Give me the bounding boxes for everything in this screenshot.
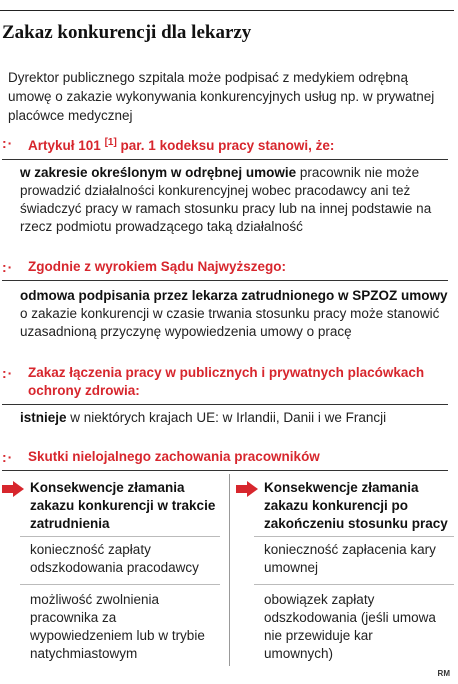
art101-label: Artykuł 101 <box>28 138 101 153</box>
section-heading-consequences <box>2 448 448 471</box>
left-item-2: możliwość zwolnienia pracownika za wypowiedzeniem lub w trybie natychmiastowym <box>30 592 205 661</box>
divider <box>20 584 220 585</box>
section-heading-supreme-court <box>2 258 448 281</box>
right-column-heading: Konsekwencje złamania zakazu konkurencji po zakończeniu stosunku pracy <box>264 480 448 531</box>
right-item-2: obowiązek zapłaty odszkodowania (jeśli umowa nie przewiduje kar umownych) <box>264 592 436 661</box>
right-item-1: konieczność zapłacenia kary umownej <box>264 542 436 575</box>
ban-rest: w niektórych krajach UE: w Irlandii, Danii i we Francji <box>66 410 387 425</box>
intro-text: Dyrektor publicznego szpitala może podpisać z medykiem odrębną umowę o zakazie wykonywania konkurencyjnych usług np. w prywatnej placówce medycznej <box>8 70 435 123</box>
art101-rest: pracownik nie może prowadzić działalności konkurencyjnej wobec pracodawcy ani też świadczyć pracy w ramach stosunku pracy lub na innej podstawie na rzecz podmiotu prowadzącego taką działalność <box>20 165 432 234</box>
left-item-1: konieczność zapłaty odszkodowania pracodawcy <box>30 542 199 575</box>
arrow-right-icon <box>236 481 258 497</box>
arrow-right-icon <box>2 481 24 497</box>
supreme-court-paragraph <box>20 287 450 341</box>
supreme-court-rest: o zakazie konkurencji w czasie trwania stosunku pracy może stanowić uzasadnioną przyczynę wypowiedzenia umowy o pracę <box>20 306 440 339</box>
bullet-dots-icon: :· <box>2 135 14 151</box>
divider <box>254 584 454 585</box>
ban-label: Zakaz łączenia pracy w publicznych i prywatnych placówkach ochrony zdrowia: <box>28 365 425 398</box>
supreme-court-bold: odmowa podpisania przez lekarza zatrudnionego w SPZOZ umowy <box>20 288 448 303</box>
footnote-marker: [1] <box>104 137 117 148</box>
divider <box>254 536 454 537</box>
ban-paragraph <box>20 409 450 427</box>
section-heading-art101 <box>2 134 448 160</box>
supreme-court-label: Zgodnie z wyrokiem Sądu Najwyższego: <box>28 259 287 274</box>
art101-bold: w zakresie określonym w odrębnej umowie <box>20 165 297 180</box>
top-rule <box>0 10 454 11</box>
page-title: Zakaz konkurencji dla lekarzy <box>2 22 252 43</box>
author-credit: RM <box>437 669 450 678</box>
column-separator <box>229 474 230 666</box>
art101-label-rest: par. 1 kodeksu pracy stanowi, że: <box>116 138 335 153</box>
bullet-dots-icon: :· <box>2 365 14 381</box>
consequences-label: Skutki nielojalnego zachowania pracowników <box>28 449 320 464</box>
left-column-heading: Konsekwencje złamania zakazu konkurencji w trakcie zatrudnienia <box>30 480 216 531</box>
divider <box>20 536 220 537</box>
section-heading-ban <box>2 364 448 405</box>
ban-bold: istnieje <box>20 410 67 425</box>
bullet-dots-icon: :· <box>2 259 14 275</box>
bullet-dots-icon: :· <box>2 449 14 465</box>
art101-paragraph <box>20 164 450 236</box>
